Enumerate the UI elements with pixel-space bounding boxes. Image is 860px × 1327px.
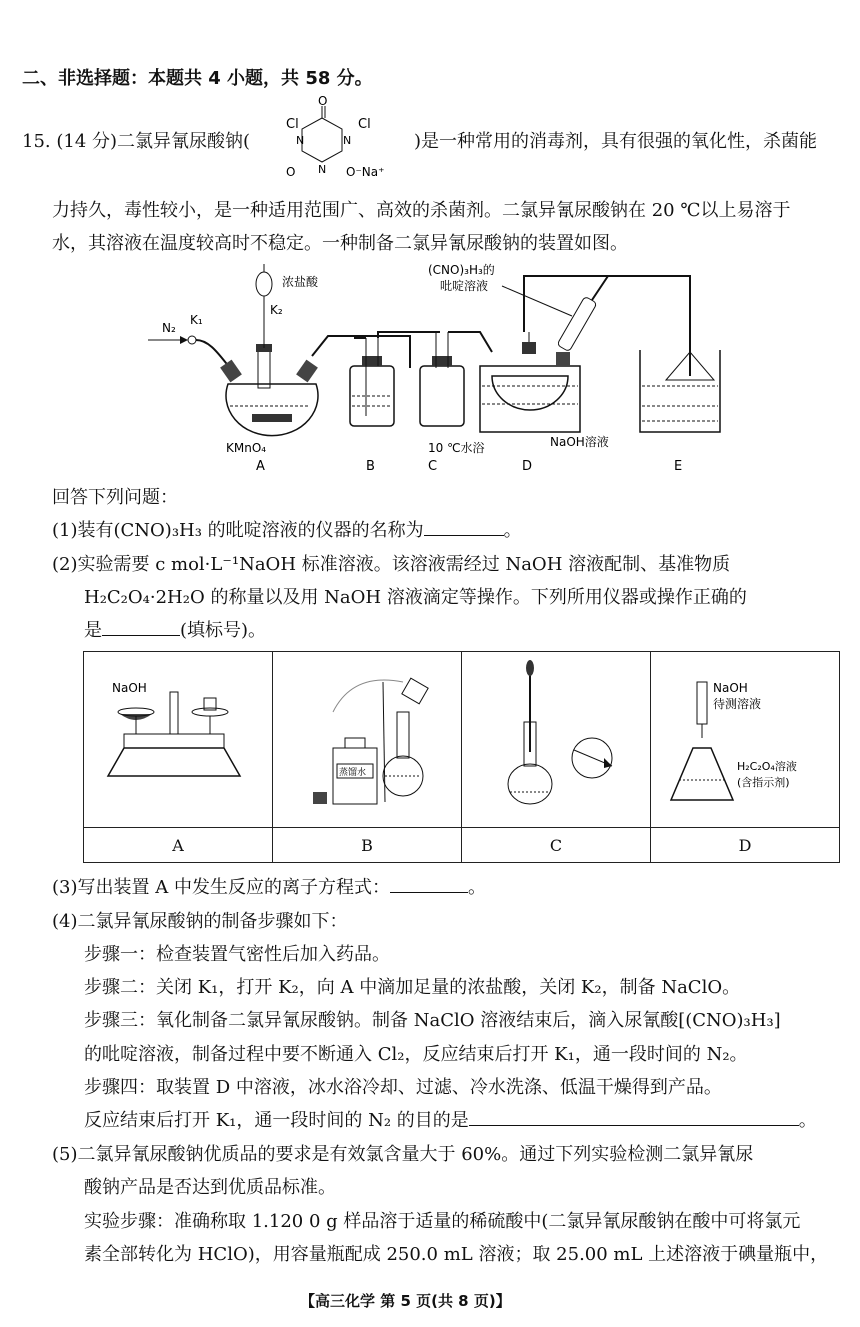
beaker-e <box>640 350 720 432</box>
option-d-image <box>651 652 840 828</box>
q2-line1: (2)实验需要 c mol·L⁻¹NaOH 标准溶液。该溶液需经过 NaOH 溶液配制、基准物质 <box>52 554 731 575</box>
option-a-label: A <box>84 828 273 863</box>
balance-icon <box>84 652 272 822</box>
option-c-image <box>462 652 651 828</box>
cl-left-label: Cl <box>286 117 299 132</box>
q15-line3: 水，其溶液在温度较高时不稳定。一种制备二氯异氰尿酸钠的装置如图。 <box>52 233 628 254</box>
q5-line3: 实验步骤：准确称取 1.120 0 g 样品溶于适量的稀硫酸中(二氯异氰尿酸钠在酸中可将氯元 <box>84 1211 801 1232</box>
flask-a <box>226 384 318 436</box>
hcl-label: 浓盐酸 <box>282 275 319 289</box>
q1-text: (1)装有(CNO)₃H₃ 的吡啶溶液的仪器的名称为 。 <box>52 520 522 541</box>
section-title: 二、非选择题：本题共 4 小题，共 58 分。 <box>22 68 373 89</box>
q15-line2: 力持久，毒性较小，是一种适用范围广、高效的杀菌剂。二氯异氰尿酸钠在 20 ℃以上易溶于 <box>52 200 791 221</box>
q3-text: (3)写出装置 A 中发生反应的离子方程式： 。 <box>52 877 486 898</box>
label-b: B <box>366 459 375 474</box>
k2-label: K₂ <box>270 303 283 317</box>
naoh-solution-label: NaOH溶液 <box>550 435 609 449</box>
label-d: D <box>522 459 533 474</box>
cl-right-label: Cl <box>358 117 371 132</box>
q15-intro-b: )是一种常用的消毒剂，具有很强的氧化性，杀菌能 <box>414 131 818 152</box>
bottle-c <box>420 366 464 426</box>
step3-line2: 的吡啶溶液，制备过程中要不断通入 Cl₂，反应结束后打开 K₁，通一段时间的 N₂。 <box>84 1044 748 1065</box>
options-table <box>83 651 840 863</box>
q5-line1: (5)二氯异氰尿酸钠优质品的要求是有效氯含量大于 60%。通过下列实验检测二氯异氰尿 <box>52 1144 754 1165</box>
n-bottom-label: N <box>318 163 327 176</box>
o-na-label: O⁻Na⁺ <box>346 165 385 179</box>
reagent-label-2: 吡啶溶液 <box>440 279 489 293</box>
step1: 步骤一：检查装置气密性后加入药品。 <box>84 944 390 965</box>
q4-purpose: 反应结束后打开 K₁，通一段时间的 N₂ 的目的是 。 <box>84 1110 817 1131</box>
d-test-label: 待测溶液 <box>713 697 762 711</box>
q1-blank[interactable] <box>424 521 504 536</box>
d-indicator-label: (含指示剂) <box>737 776 790 789</box>
n2-label: N₂ <box>162 321 176 335</box>
titration-icon <box>651 652 839 822</box>
q5-line4: 素全部转化为 HClO)，用容量瓶配成 250.0 mL 溶液；取 25.00 mL 上述溶液于碘量瓶中， <box>84 1244 829 1265</box>
q2-line2: H₂C₂O₄·2H₂O 的称量以及用 NaOH 溶液滴定等操作。下列所用仪器或操作正确的 <box>84 587 747 608</box>
option-b-label: B <box>273 828 462 863</box>
n-right-label: N <box>343 134 352 147</box>
bath-label: 10 ℃水浴 <box>428 441 485 455</box>
o-top-label: O <box>318 96 328 108</box>
d-naoh-label: NaOH <box>713 681 748 695</box>
label-e: E <box>674 459 683 474</box>
q4-text: (4)二氯异氰尿酸钠的制备步骤如下： <box>52 911 348 932</box>
page-footer: 【高三化学 第 5 页(共 8 页)】 <box>300 1292 511 1310</box>
q1-stem: (1)装有(CNO)₃H₃ 的吡啶溶液的仪器的名称为 <box>52 520 424 541</box>
kmno4-label: KMnO₄ <box>226 441 267 455</box>
n-left-label: N <box>296 134 305 147</box>
label-c: C <box>428 459 438 474</box>
option-b-image <box>273 652 462 828</box>
answer-prompt: 回答下列问题： <box>52 487 178 508</box>
q15-intro-a: 15. (14 分)二氯异氰尿酸钠( <box>22 131 251 152</box>
volumetric-flask-transfer-icon <box>273 652 461 822</box>
step2: 步骤二：关闭 K₁，打开 K₂，向 A 中滴加足量的浓盐酸，关闭 K₂，制备 NaClO。 <box>84 977 741 998</box>
q3-blank[interactable] <box>390 878 468 893</box>
step3-line1: 步骤三：氧化制备二氯异氰尿酸钠。制备 NaClO 溶液结束后，滴入尿氰酸[(CNO)₃H₃] <box>84 1010 781 1031</box>
q4-blank[interactable] <box>469 1111 799 1126</box>
step4: 步骤四：取装置 D 中溶液，冰水浴冷却、过滤、冷水洗涤、低温干燥得到产品。 <box>84 1077 722 1098</box>
apparatus-diagram <box>140 256 740 476</box>
valve-k1 <box>188 336 196 344</box>
option-c-label: C <box>462 828 651 863</box>
q5-line2: 酸钠产品是否达到优质品标准。 <box>84 1177 336 1198</box>
q2-blank[interactable] <box>102 621 180 636</box>
o-left-label: O <box>286 165 296 179</box>
label-a: A <box>256 459 265 474</box>
q2-line3: 是 (填标号)。 <box>84 620 267 641</box>
b-bottle-label: 蒸馏水 <box>339 768 367 778</box>
option-d-label: D <box>651 828 840 863</box>
reagent-label-1: (CNO)₃H₃的 <box>428 263 495 277</box>
a-naoh-label: NaOH <box>112 681 147 695</box>
dichloroisocyanurate-structure <box>284 96 414 186</box>
dropper-flask-icon <box>462 652 650 822</box>
d-acid-label: H₂C₂O₄溶液 <box>737 760 797 773</box>
option-a-image <box>84 652 273 828</box>
k1-label: K₁ <box>190 313 203 327</box>
